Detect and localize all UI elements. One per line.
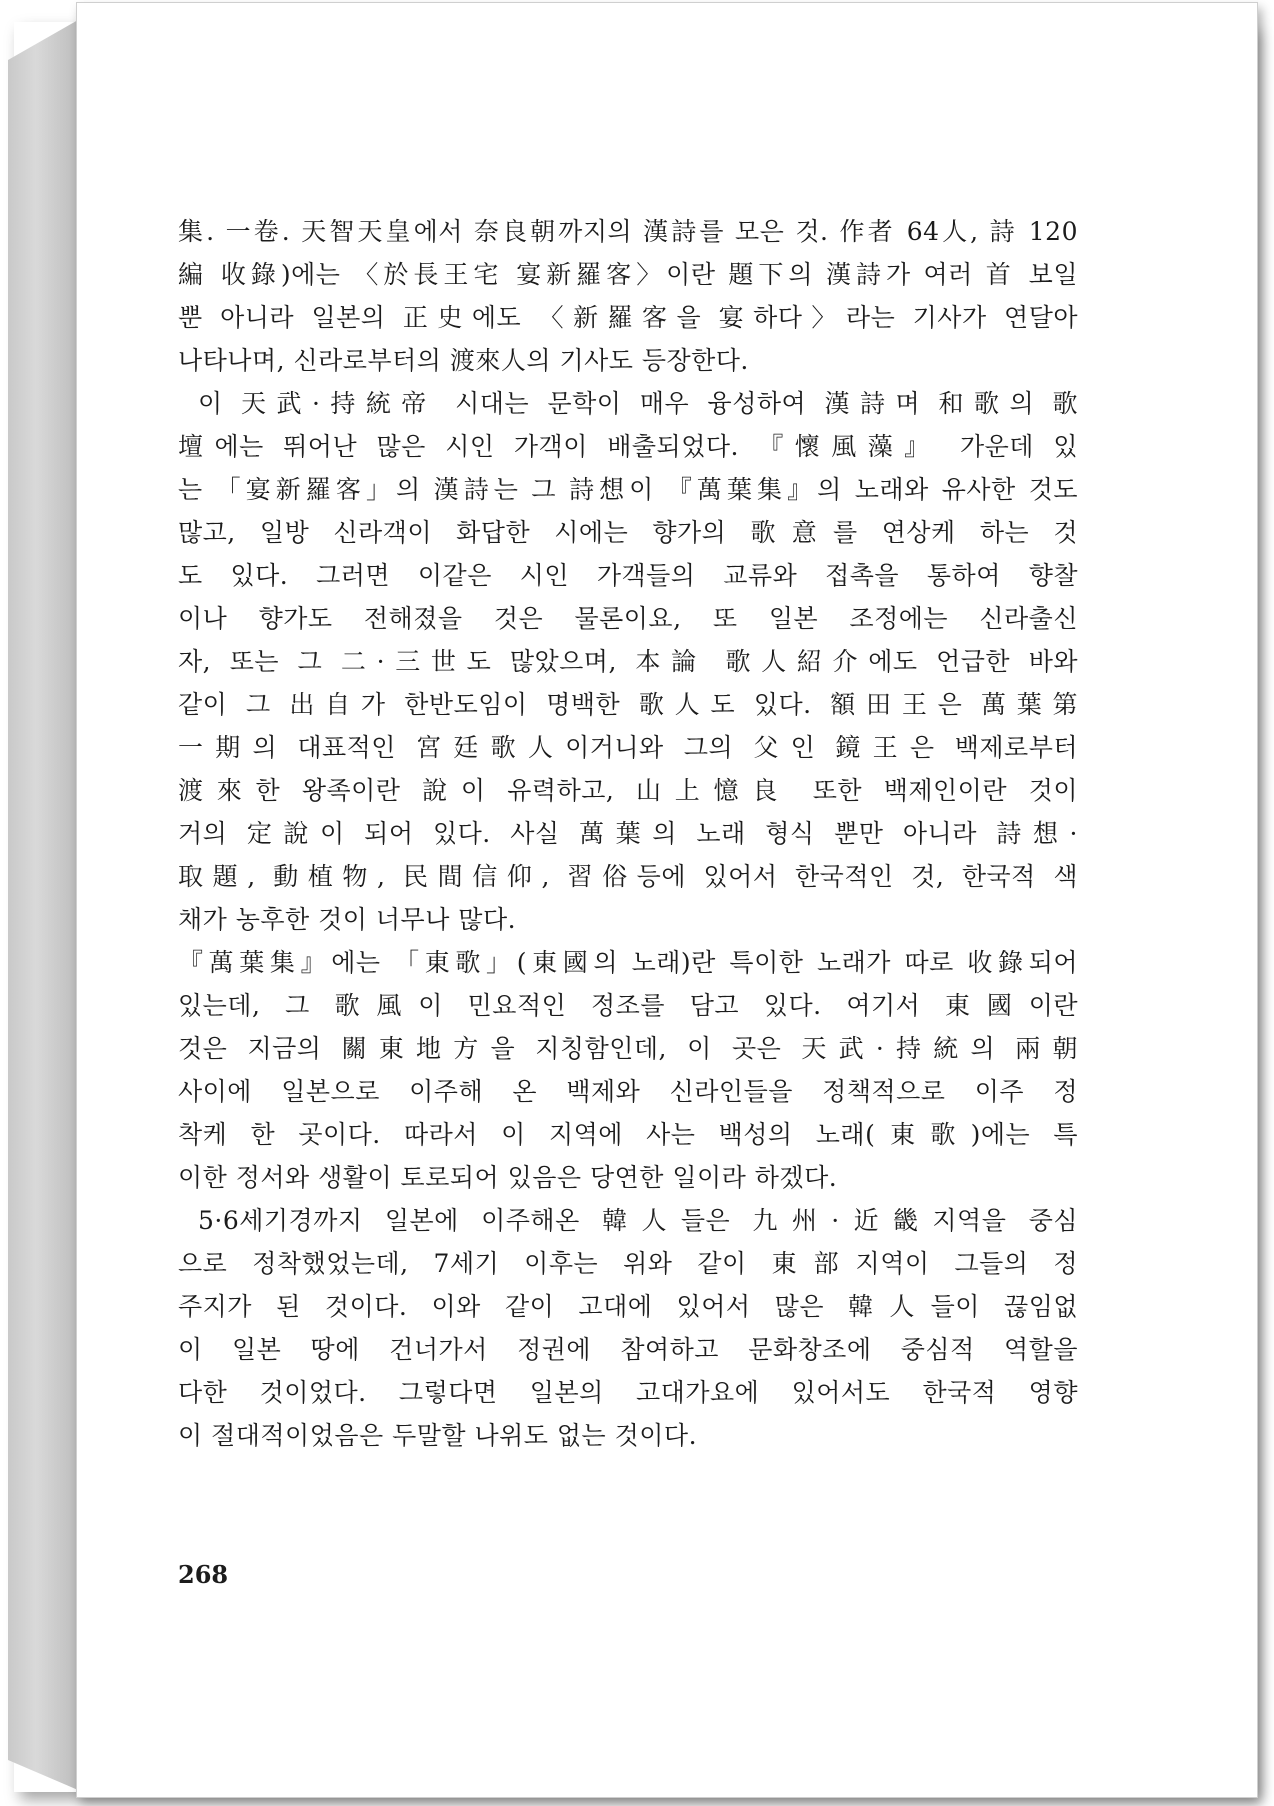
text-line: 集. 一卷. 天智天皇에서 奈良朝까지의 漢詩를 모은 것. 作者 64人, 詩 120	[178, 217, 1078, 246]
text-line: 착케 한 곳이다. 따라서 이 지역에 사는 백성의 노래(東歌)에는 특	[178, 1120, 1078, 1149]
text-line: 있는데, 그 歌風이 민요적인 정조를 담고 있다. 여기서 東國이란	[178, 991, 1078, 1020]
text-line: 다한 것이었다. 그렇다면 일본의 고대가요에 있어서도 한국적 영향	[178, 1378, 1078, 1407]
body-text	[178, 210, 1078, 1457]
text-line: 으로 정착했었는데, 7세기 이후는 위와 같이 東部지역이 그들의 정	[178, 1249, 1078, 1278]
text-line: 는 「宴新羅客」의 漢詩는 그 詩想이 『萬葉集』의 노래와 유사한 것도	[178, 475, 1078, 504]
text-line: 編 收錄)에는 〈於長王宅 宴新羅客〉이란 題下의 漢詩가 여러 首 보일	[178, 260, 1078, 289]
text-line: 取題, 動植物, 民間信仰, 習俗등에 있어서 한국적인 것, 한국적 색	[178, 862, 1078, 891]
text-line: 많고, 일방 신라객이 화답한 시에는 향가의 歌意를 연상케 하는 것	[178, 518, 1078, 547]
book-spine	[8, 20, 78, 1790]
text-line: 주지가 된 것이다. 이와 같이 고대에 있어서 많은 韓人들이 끊임없	[178, 1292, 1078, 1321]
text-line: 渡來한 왕족이란 說이 유력하고, 山上憶良 또한 백제인이란 것이	[178, 776, 1078, 805]
text-line: 사이에 일본으로 이주해 온 백제와 신라인들을 정책적으로 이주 정	[178, 1077, 1078, 1106]
page-number: 268	[178, 1560, 229, 1589]
text-line: 뿐 아니라 일본의 正史에도 〈新羅客을 宴하다〉라는 기사가 연달아	[178, 303, 1078, 332]
text-line: 같이 그 出自가 한반도임이 명백한 歌人도 있다. 額田王은 萬葉第	[178, 690, 1078, 719]
text-line: 이나 향가도 전해졌을 것은 물론이요, 또 일본 조정에는 신라출신	[178, 604, 1078, 633]
text-line: 도 있다. 그러면 이같은 시인 가객들의 교류와 접촉을 통하여 향찰	[178, 561, 1078, 590]
text-line: 一期의 대표적인 宮廷歌人이거니와 그의 父인 鏡王은 백제로부터	[178, 733, 1078, 762]
text-line: 거의 定說이 되어 있다. 사실 萬葉의 노래 형식 뿐만 아니라 詩想·	[178, 819, 1078, 848]
text-line: 이 일본 땅에 건너가서 정권에 참여하고 문화창조에 중심적 역할을	[178, 1335, 1078, 1364]
text-line: 자, 또는 그 二·三世도 많았으며, 本論 歌人紹介에도 언급한 바와	[178, 647, 1078, 676]
paragraph-start-line: 『萬葉集』에는 「東歌」(東國의 노래)란 특이한 노래가 따로 收錄되어	[178, 948, 1078, 977]
text-line: 壇에는 뛰어난 많은 시인 가객이 배출되었다. 『懷風藻』 가운데 있	[178, 432, 1078, 461]
paragraph-start-line: 이 天武·持統帝 시대는 문학이 매우 융성하여 漢詩며 和歌의 歌	[198, 389, 1078, 418]
text-line: 이한 정서와 생활이 토로되어 있음은 당연한 일이라 하겠다.	[178, 1163, 838, 1192]
text-line: 채가 농후한 것이 너무나 많다.	[178, 905, 517, 934]
text-line: 나타나며, 신라로부터의 渡來人의 기사도 등장한다.	[178, 346, 749, 375]
paragraph-start-line: 5·6세기경까지 일본에 이주해온 韓人들은 九州·近畿지역을 중심	[198, 1206, 1078, 1235]
text-line: 이 절대적이었음은 두말할 나위도 없는 것이다.	[178, 1421, 698, 1450]
text-line: 것은 지금의 關東地方을 지칭함인데, 이 곳은 天武·持統의 兩朝	[178, 1034, 1078, 1063]
